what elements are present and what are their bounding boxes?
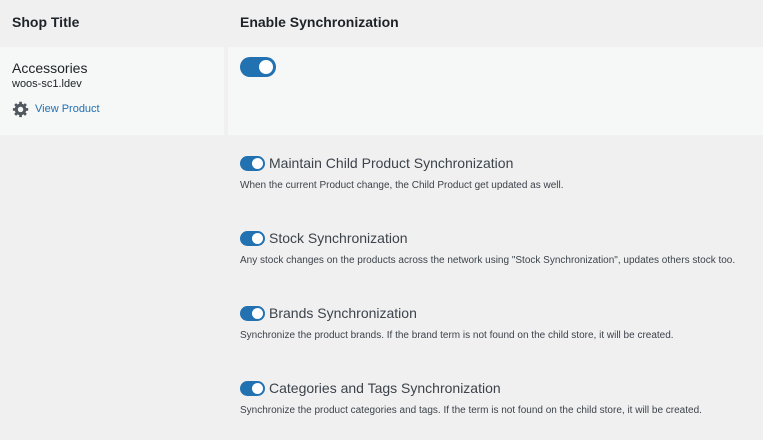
- shop-title-header: Shop Title: [12, 14, 80, 30]
- option-brands-sync: [240, 305, 674, 341]
- shop-domain: woos-sc1.ldev: [12, 78, 82, 90]
- enable-sync-header: Enable Synchronization: [240, 14, 399, 30]
- option-categories-tags-sync: [240, 380, 702, 416]
- shop-name: Accessories: [12, 60, 88, 76]
- gear-icon[interactable]: [12, 100, 30, 118]
- table-header: [0, 0, 763, 47]
- enable-sync-toggle[interactable]: [240, 57, 276, 77]
- sync-cell: [228, 47, 763, 135]
- toggle-knob: [252, 308, 263, 319]
- view-product-link[interactable]: View Product: [35, 103, 100, 115]
- option-description: Any stock changes on the products across the network using "Stock Synchronization", updates others stock too.: [240, 255, 736, 266]
- toggle-knob: [259, 60, 273, 74]
- option-title: Maintain Child Product Synchronization: [269, 155, 514, 171]
- option-child-product-sync: [240, 155, 564, 191]
- option-stock-sync: [240, 230, 735, 266]
- child-product-sync-toggle[interactable]: [240, 156, 265, 171]
- shop-cell: [0, 47, 224, 135]
- categories-tags-sync-toggle[interactable]: [240, 381, 265, 396]
- view-product-row: [12, 100, 100, 118]
- toggle-knob: [252, 158, 263, 169]
- option-title: Categories and Tags Synchronization: [269, 380, 501, 396]
- option-description: When the current Product change, the Child Product get updated as well.: [240, 180, 564, 191]
- brands-sync-toggle[interactable]: [240, 306, 265, 321]
- stock-sync-toggle[interactable]: [240, 231, 265, 246]
- toggle-knob: [252, 233, 263, 244]
- option-description: Synchronize the product categories and tags. If the term is not found on the child store, it will be created.: [240, 405, 702, 416]
- option-description: Synchronize the product brands. If the brand term is not found on the child store, it will be created.: [240, 330, 674, 341]
- toggle-knob: [252, 383, 263, 394]
- option-title: Brands Synchronization: [269, 305, 417, 321]
- option-title: Stock Synchronization: [269, 230, 408, 246]
